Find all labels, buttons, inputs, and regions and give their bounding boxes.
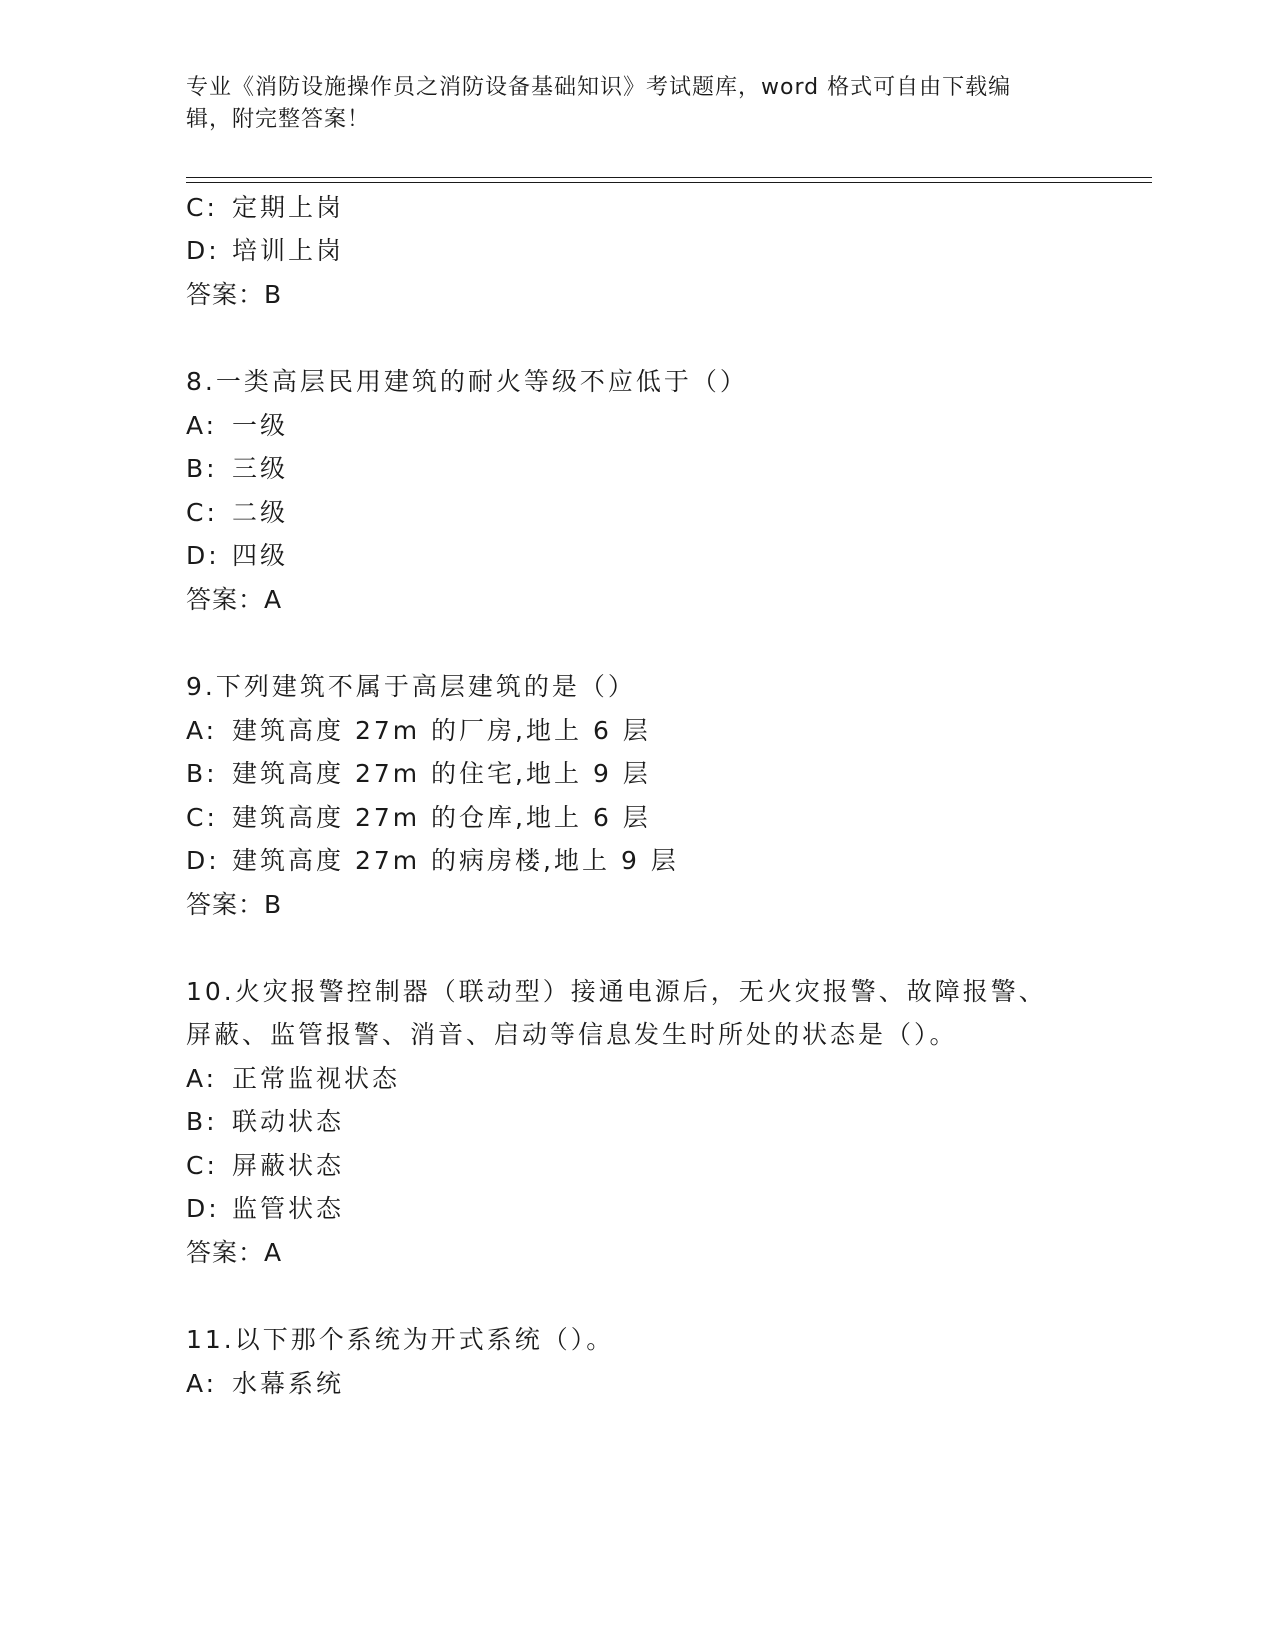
document-header	[186, 72, 1066, 136]
option-letter: C:	[186, 803, 218, 832]
option-line	[186, 846, 679, 876]
option-letter: B:	[186, 454, 218, 483]
option-letter: D:	[186, 1194, 220, 1223]
option-letter: A:	[186, 1064, 218, 1093]
option-line	[186, 759, 651, 789]
option-text: 监管状态	[232, 1194, 345, 1223]
option-text: 建筑高度 27m 的仓库,地上 6 层	[232, 803, 651, 832]
option-line	[186, 1194, 344, 1224]
question-stem: 11.以下那个系统为开式系统（）。	[186, 1325, 615, 1354]
option-text: 三级	[232, 454, 289, 483]
question-stem: 8.一类高层民用建筑的耐火等级不应低于（）	[186, 367, 748, 396]
option-letter: B:	[186, 759, 218, 788]
option-letter: B:	[186, 1107, 218, 1136]
option-letter: A:	[186, 716, 218, 745]
option-text: 培训上岗	[232, 236, 345, 265]
option-letter: C:	[186, 1151, 218, 1180]
answer-line: 答案：A	[186, 585, 283, 614]
option-text: 四级	[232, 541, 289, 570]
header-rule-bottom	[186, 182, 1152, 183]
option-text: 定期上岗	[232, 193, 345, 222]
option-text: 屏蔽状态	[232, 1151, 345, 1180]
option-letter: D:	[186, 236, 220, 265]
option-letter: D:	[186, 846, 220, 875]
option-line	[186, 1107, 344, 1137]
option-text: 正常监视状态	[232, 1064, 401, 1093]
option-letter: A:	[186, 1369, 218, 1398]
option-line	[186, 454, 288, 484]
option-line	[186, 498, 288, 528]
option-line	[186, 541, 288, 571]
question-stem-line-2: 屏蔽、监管报警、消音、启动等信息发生时所处的状态是（）。	[186, 1020, 958, 1049]
option-line	[186, 803, 651, 833]
option-text: 建筑高度 27m 的住宅,地上 9 层	[232, 759, 651, 788]
option-line	[186, 1151, 344, 1181]
header-line-1: 专业《消防设施操作员之消防设备基础知识》考试题库，word 格式可自由下载编	[186, 75, 1012, 100]
option-line	[186, 236, 344, 266]
option-letter: D:	[186, 541, 220, 570]
answer-line: 答案：A	[186, 1238, 283, 1267]
option-line	[186, 716, 651, 746]
option-line	[186, 1064, 400, 1094]
option-text: 二级	[232, 498, 289, 527]
option-letter: C:	[186, 498, 218, 527]
option-letter: C:	[186, 193, 218, 222]
option-line	[186, 411, 288, 441]
option-text: 联动状态	[232, 1107, 345, 1136]
answer-line: 答案：B	[186, 280, 283, 309]
option-text: 建筑高度 27m 的厂房,地上 6 层	[232, 716, 651, 745]
option-text: 一级	[232, 411, 289, 440]
option-line	[186, 193, 344, 223]
header-rule-top	[186, 177, 1152, 178]
header-line-2: 辑，附完整答案！	[186, 107, 371, 132]
option-text: 水幕系统	[232, 1369, 345, 1398]
answer-line: 答案：B	[186, 890, 283, 919]
option-text: 建筑高度 27m 的病房楼,地上 9 层	[232, 846, 679, 875]
option-letter: A:	[186, 411, 218, 440]
question-stem: 9.下列建筑不属于高层建筑的是（）	[186, 672, 636, 701]
option-line	[186, 1369, 344, 1399]
question-stem-line-1: 10.火灾报警控制器（联动型）接通电源后，无火灾报警、故障报警、	[186, 977, 1047, 1006]
